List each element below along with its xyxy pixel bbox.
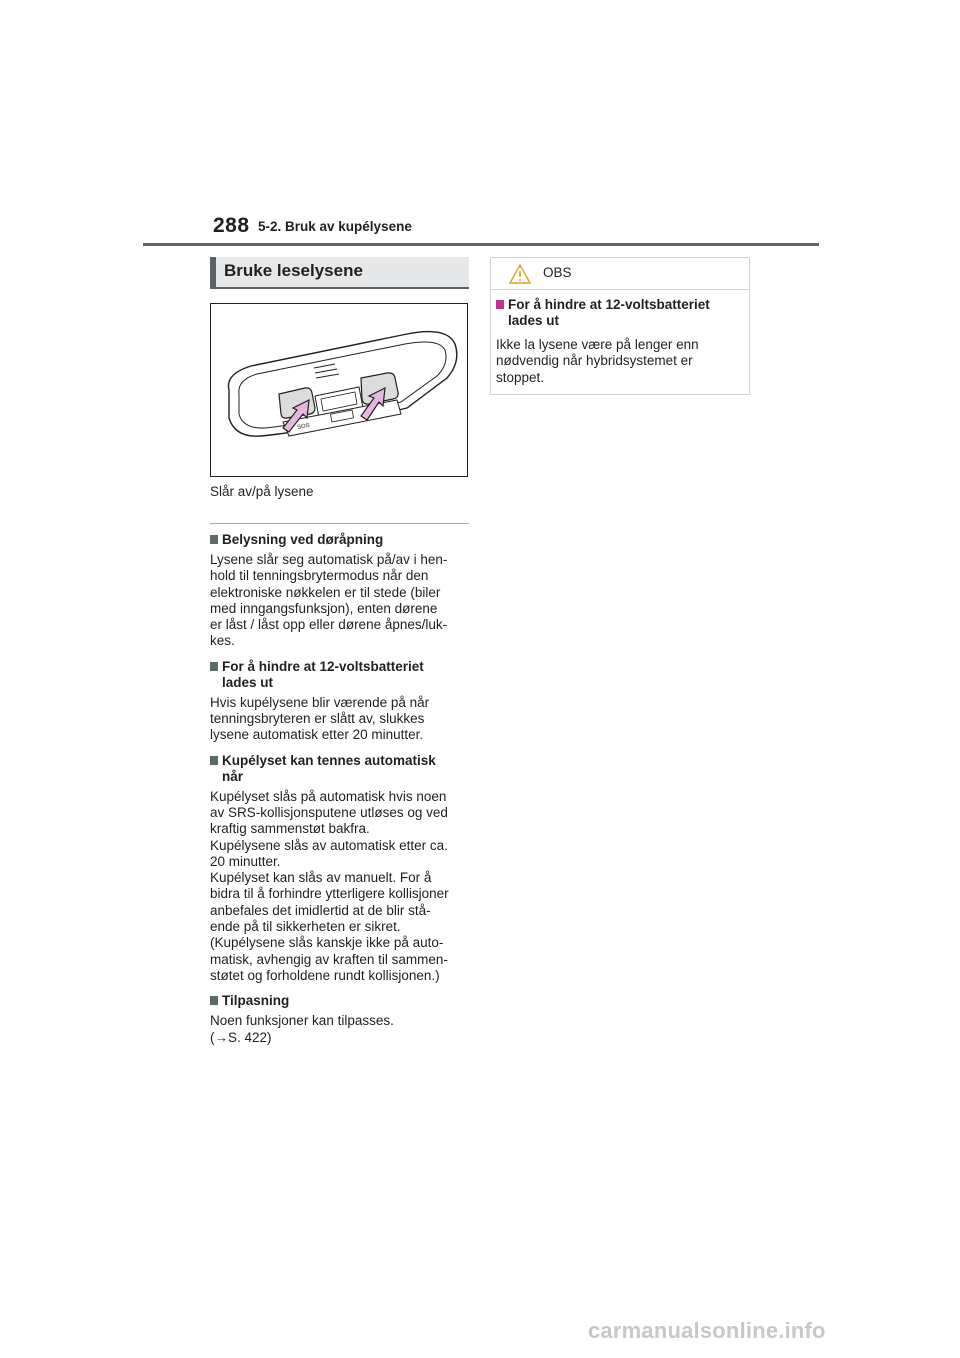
section-customization — [210, 993, 469, 1046]
reading-light-illustration — [210, 303, 468, 477]
notice-label: OBS — [543, 265, 572, 280]
section-door-lighting — [210, 532, 469, 650]
notice-header — [491, 258, 749, 290]
notice-body: Ikke la lysene være på lenger enn nødvendig når hybridsystemet er stoppet. — [496, 337, 699, 385]
section-title: 5-2. Bruk av kupélysene — [258, 219, 412, 234]
warning-icon — [509, 264, 531, 284]
page-number: 288 — [213, 214, 250, 237]
section-body: Noen funksjoner kan tilpasses. (→S. 422) — [210, 1013, 394, 1045]
divider — [210, 523, 469, 524]
heading-bar — [210, 257, 469, 289]
left-column — [210, 257, 469, 1046]
notice-box — [490, 257, 750, 395]
heading-text: Bruke leselysene — [224, 261, 363, 280]
section-automatic — [210, 753, 469, 985]
section-title: Tilpasning — [210, 993, 469, 1009]
section-title: For å hindre at 12-voltsbatteriet lades ut — [210, 659, 469, 691]
section-body: Hvis kupélysene blir værende på når tenningsbryteren er slått av, slukkes lysene automatisk etter 20 minutter. — [210, 694, 430, 743]
section-title: Kupélyset kan tennes automatisk når — [210, 753, 469, 785]
watermark: carmanualsonline.info — [588, 1318, 826, 1343]
section-body: Kupélyset slås på automatisk hvis noen av SRS-kollisjonsputene utløses og ved kraftig sammenstøt bakfra. Kupélysene slås av automatisk etter ca. 20 minutter. Kupélyset kan slås av manuelt. For å bidra til å forhindre ytterligere kollisjoner anbefales det imidlertid at de blir stå- ende på til sikkerheten er sikret. (Kupélysene slås kanskje ikke på auto- matisk, avhengig av kraften til sammen- støtet og forholdene rundt kollisjonen.) — [210, 788, 449, 983]
section-battery — [210, 659, 469, 744]
header-rule — [143, 243, 819, 246]
section-body: Lysene slår seg automatisk på/av i hen- hold til tenningsbrytermodus når den elektroniske nøkkelen er til stede (biler med inngangsfunksjon), enten dørene er låst / låst opp eller dørene åpnes/luk- kes. — [210, 552, 448, 649]
notice-title: For å hindre at 12-voltsbatteriet lades ut — [496, 297, 744, 329]
notice-content — [491, 290, 749, 394]
sos-label: SOS — [296, 422, 311, 432]
image-caption: Slår av/på lysene — [210, 484, 314, 499]
section-title: Belysning ved døråpning — [210, 532, 469, 548]
